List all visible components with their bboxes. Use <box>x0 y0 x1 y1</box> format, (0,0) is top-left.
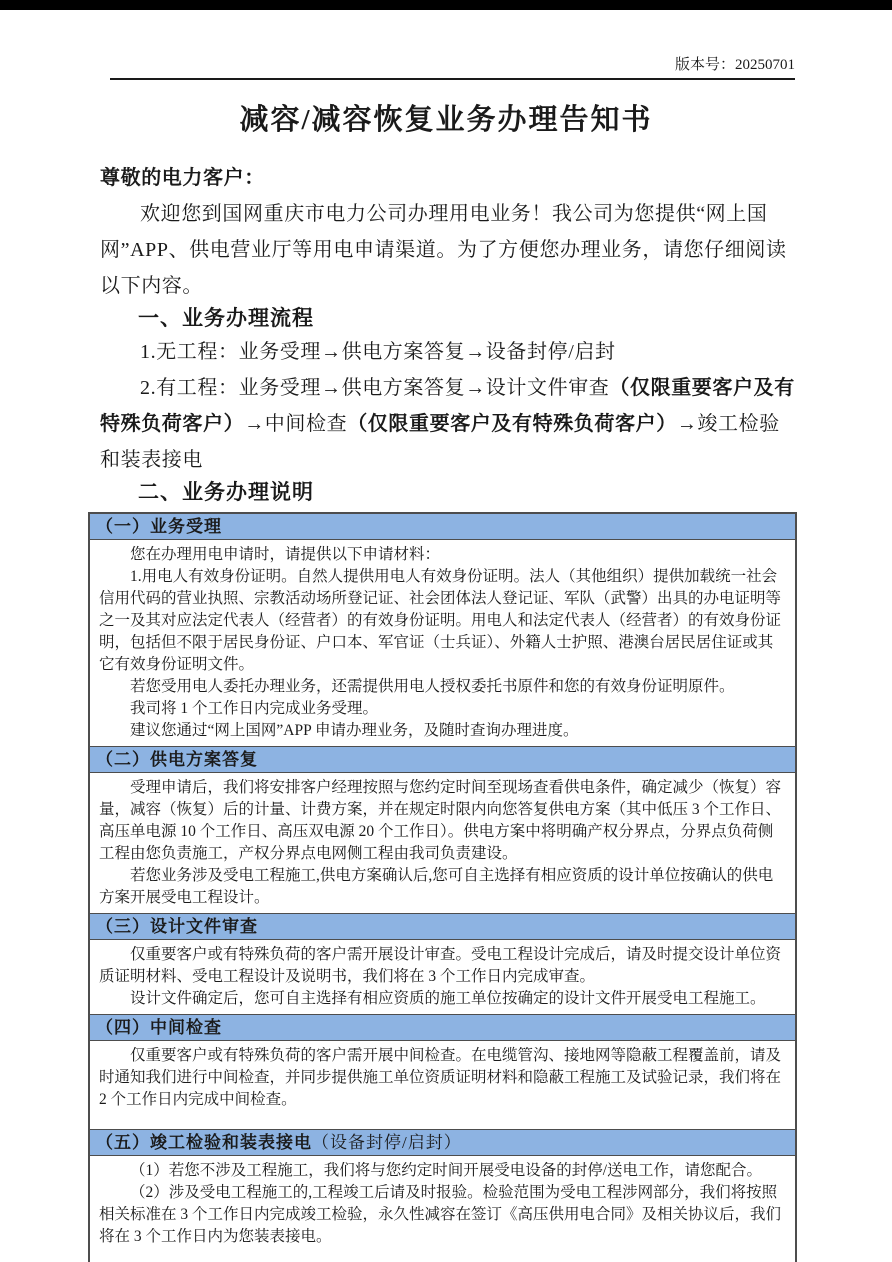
body-content <box>100 160 797 506</box>
section-completion-meter-body <box>90 1156 795 1262</box>
flow-no-project: 1.无工程：业务受理→供电方案答复→设备封停/启封 <box>140 341 616 363</box>
section-heading-process: 一、业务办理流程 <box>138 307 314 330</box>
paragraph: 您在办理用电申请时，请提供以下申请材料： <box>130 546 441 563</box>
greeting-line: 尊敬的电力客户： <box>100 167 265 189</box>
paragraph: 若您业务涉及受电工程施工,供电方案确认后,您可自主选择有相应资质的设计单位按确认的供电方案开展受电工程设计。 <box>99 867 774 906</box>
section-design-review <box>90 913 795 1014</box>
section-interim-inspection <box>90 1014 795 1129</box>
section-completion-meter <box>90 1129 795 1262</box>
paragraph: 1.用电人有效身份证明。自然人提供用电人有效身份证明。法人（其他组织）提供加载统一社会信用代码的营业执照、宗教活动场所登记证、社会团体法人登记证、军队（武警）出具的办电证明等之一及其对应法定代表人（经营者）的有效身份证明。用电人和法定代表人（经营者）的有效身份证明，包括但不限于居民身份证、户口本、军官证（士兵证）、外籍人士护照、港澳台居民居住证或其它有效身份证明文件。 <box>99 568 782 673</box>
section-acceptance <box>90 514 795 746</box>
paragraph: 受理申请后，我们将安排客户经理按照与您约定时间至现场查看供电条件，确定减少（恢复）容量，减容（恢复）后的计量、计费方案，并在规定时限内向您答复供电方案（其中低压 3 个工作日、高压单电源 10 个工作日、高压双电源 20 个工作日）。供电方案中将明确产权分界点，分界点负荷侧工程由您负责施工，产权分界点电网侧工程由我司负责建设。 <box>99 779 782 862</box>
paragraph: 我司将 1 个工作日内完成业务受理。 <box>130 700 379 717</box>
paragraph: （2）涉及受电工程施工的,工程竣工后请及时报验。检验范围为受电工程涉网部分，我们将按照相关标准在 3 个工作日内完成竣工检验，永久性减容在签订《高压供用电合同》及相关协议后，我们将在 3 个工作日内为您装表接电。 <box>99 1184 782 1245</box>
page-title: 减容/减容恢复业务办理告知书 <box>239 104 653 136</box>
section-completion-meter-subtitle: （设备封停/启封） <box>312 1133 462 1152</box>
paragraph: 设计文件确定后，您可自主选择有相应资质的施工单位按确定的设计文件开展受电工程施工。 <box>130 990 766 1007</box>
version-line <box>110 56 795 80</box>
flow-with-project-bold1: （仅限重要客户及有特殊负荷客户） <box>100 377 795 435</box>
paragraph: 仅重要客户或有特殊负荷的客户需开展设计审查。受电工程设计完成后，请及时提交设计单位资质证明材料、受电工程设计及说明书，我们将在 3 个工作日内完成审查。 <box>99 946 782 985</box>
section-design-review-title: （三）设计文件审查 <box>96 917 258 936</box>
flow-with-project-part1: 2.有工程：业务受理→供电方案答复→设计文件审查 <box>140 377 610 399</box>
flow-with-project-part2: →中间检查 <box>244 413 348 435</box>
section-acceptance-title: （一）业务受理 <box>96 517 222 536</box>
flow-with-project-part3: →竣工检验和装表接电 <box>100 413 780 471</box>
section-completion-meter-header <box>90 1129 795 1156</box>
flow-with-project-bold2: （仅限重要客户及有特殊负荷客户） <box>347 413 677 435</box>
scan-top-edge <box>0 0 892 10</box>
section-interim-inspection-header <box>90 1014 795 1041</box>
paragraph: 仅重要客户或有特殊负荷的客户需开展中间检查。在电缆管沟、接地网等隐蔽工程覆盖前，请及时通知我们进行中间检查，并同步提供施工单位资质证明材料和隐蔽工程施工及试验记录，我们将在 2 个工作日内完成中间检查。 <box>99 1047 782 1108</box>
notice-table <box>88 512 797 1262</box>
section-acceptance-header <box>90 514 795 540</box>
flow-with-project <box>100 370 797 478</box>
section-interim-inspection-body <box>90 1041 795 1129</box>
section-design-review-header <box>90 913 795 940</box>
section-completion-meter-title: （五）竣工检验和装表接电 <box>96 1133 312 1152</box>
section-supply-plan-reply <box>90 746 795 913</box>
paragraph: 建议您通过“网上国网”APP 申请办理业务，及随时查询办理进度。 <box>130 722 579 739</box>
section-interim-inspection-title: （四）中间检查 <box>96 1018 222 1037</box>
section-heading-instructions: 二、业务办理说明 <box>138 481 314 504</box>
intro-paragraph: 欢迎您到国网重庆市电力公司办理用电业务！我公司为您提供“网上国网”APP、供电营业厅等用电申请渠道。为了方便您办理业务，请您仔细阅读以下内容。 <box>100 203 787 297</box>
paragraph: 若您受用电人委托办理业务，还需提供用电人授权委托书原件和您的有效身份证明原件。 <box>130 678 735 695</box>
paragraph: （1）若您不涉及工程施工，我们将与您约定时间开展受电设备的封停/送电工作，请您配合。 <box>130 1162 763 1179</box>
section-design-review-body <box>90 940 795 1014</box>
version-number: 版本号：20250701 <box>674 57 795 73</box>
section-supply-plan-reply-header <box>90 746 795 773</box>
section-supply-plan-reply-body <box>90 773 795 913</box>
section-acceptance-body <box>90 540 795 746</box>
section-supply-plan-reply-title: （二）供电方案答复 <box>96 750 258 769</box>
